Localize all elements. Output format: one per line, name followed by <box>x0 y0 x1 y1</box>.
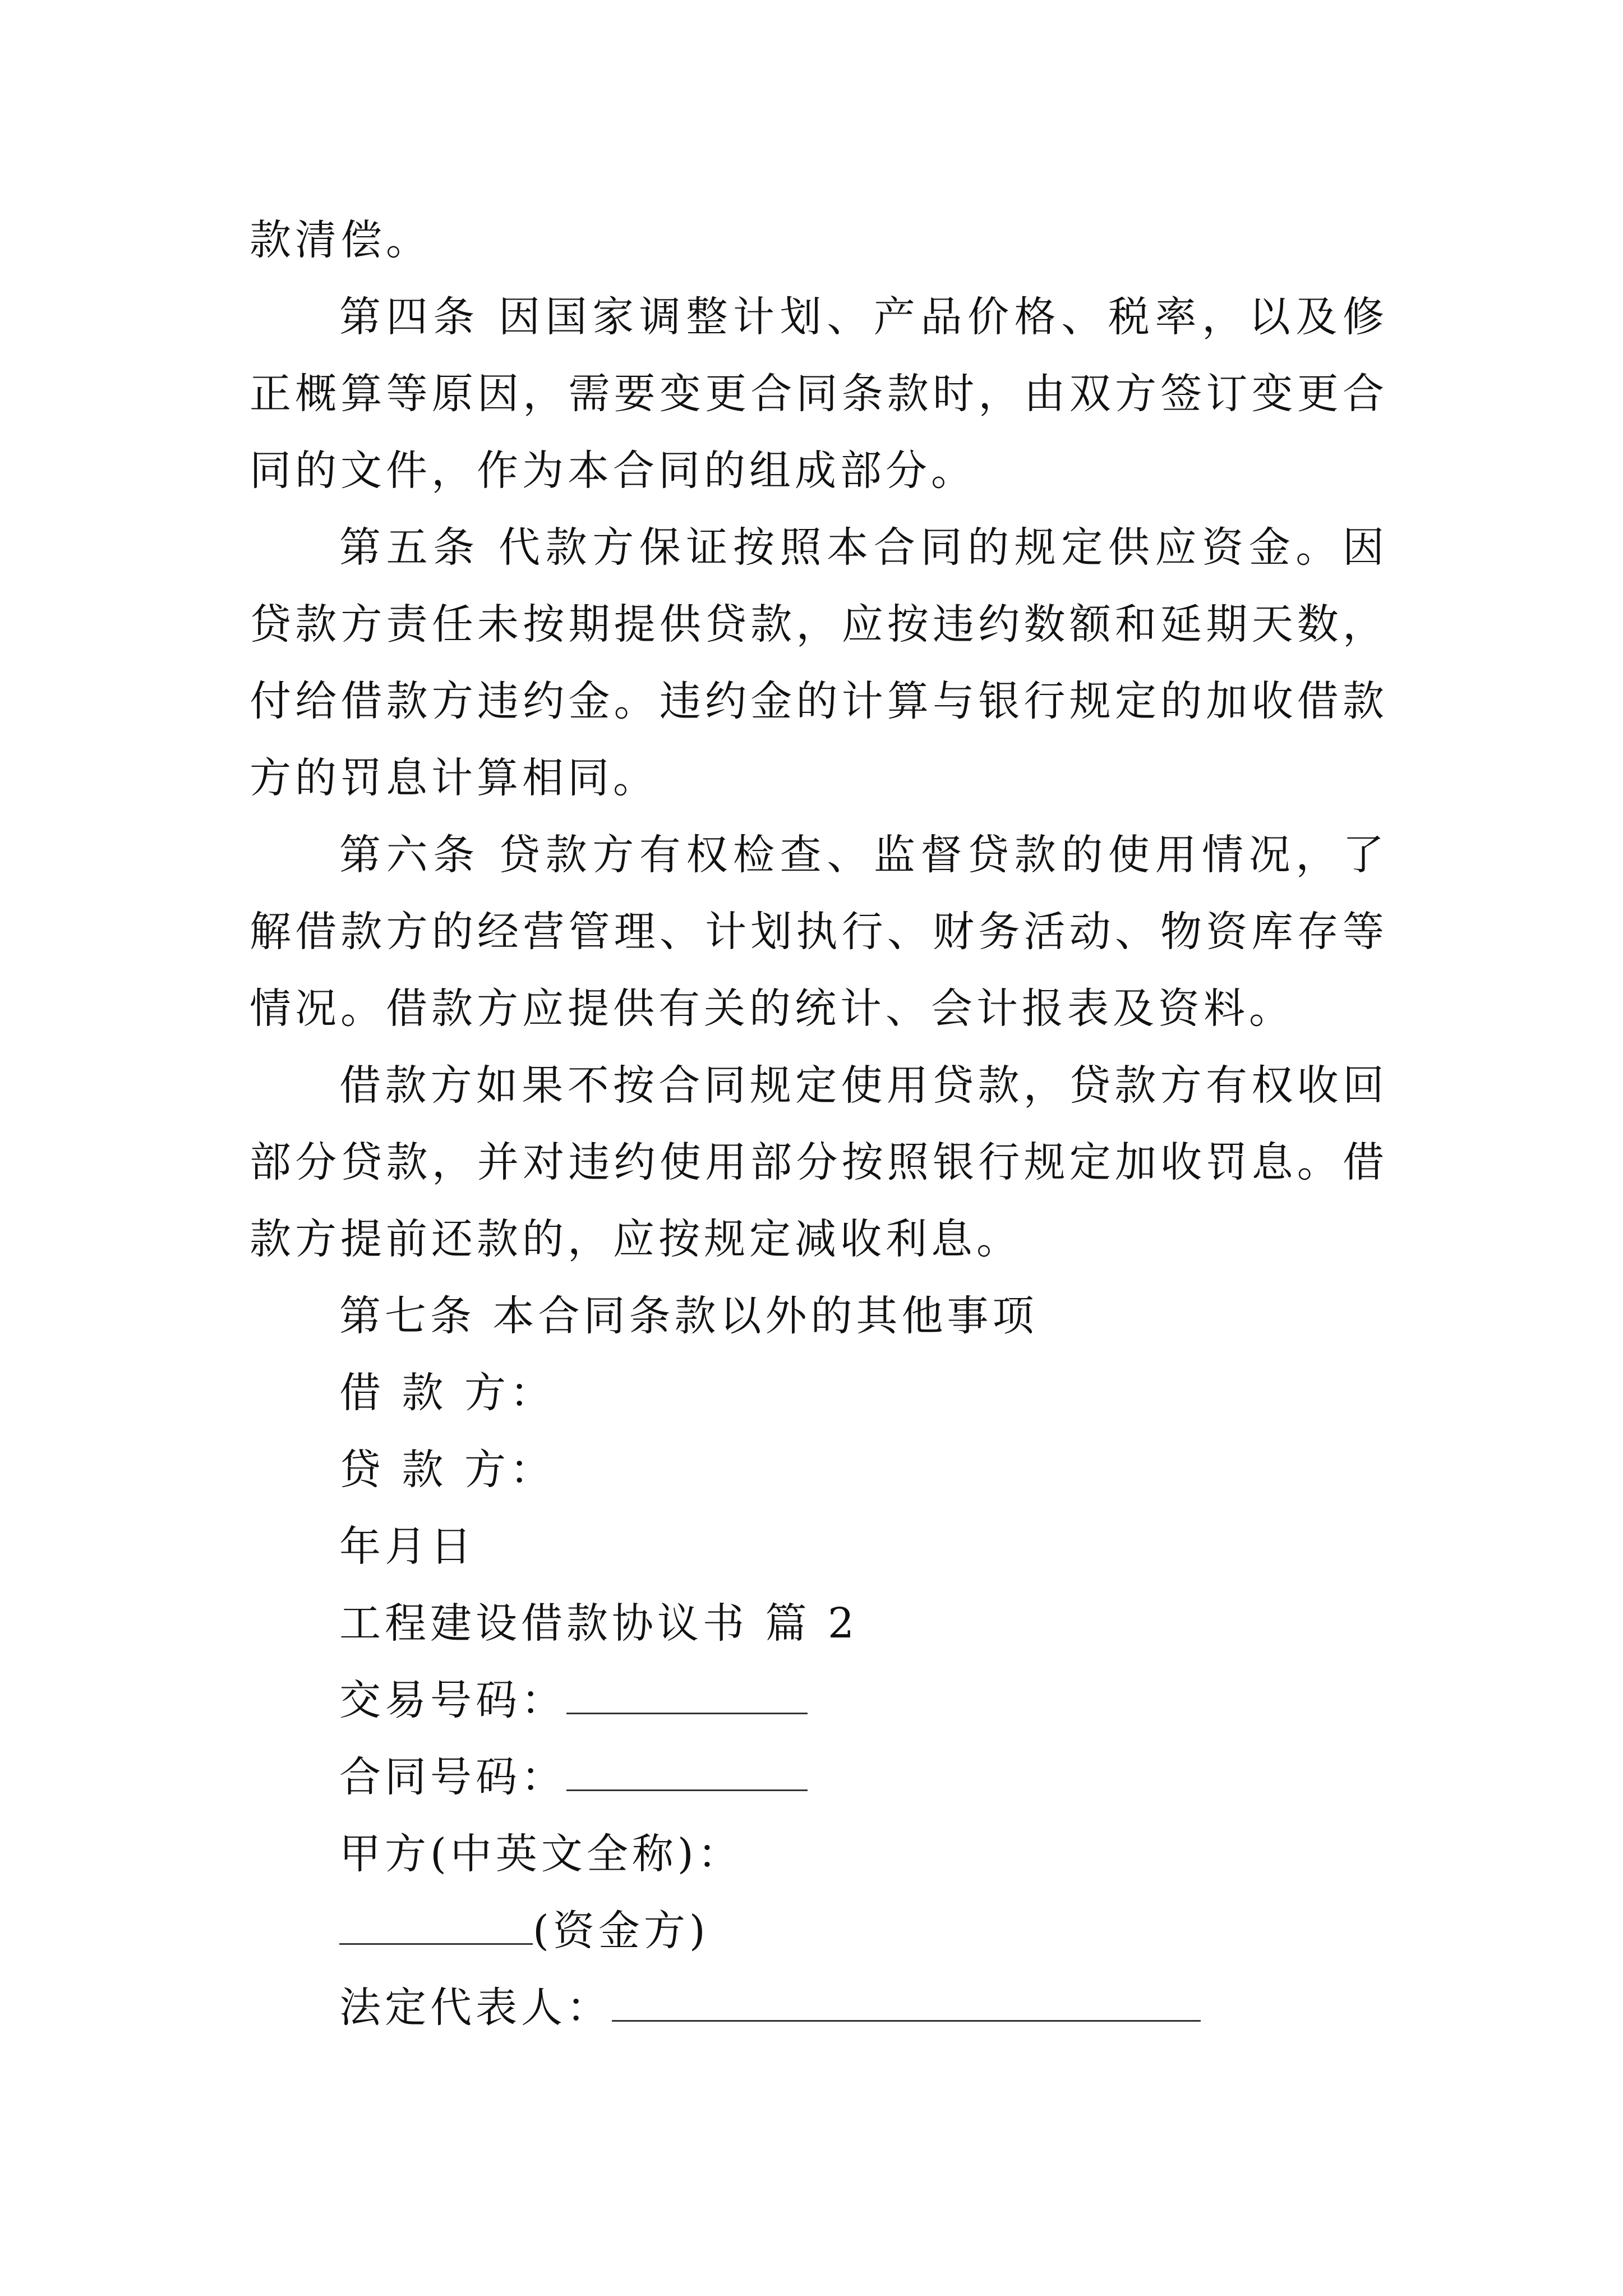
transaction-number-label: 交易号码： <box>339 1676 566 1724</box>
article-5: 第五条 代款方保证按照本合同的规定供应资金。因贷款方责任未按期提供贷款，应按违约数额和延期天数，付给借款方违约金。违约金的计算与银行规定的加收借款方的罚息计算相同。 <box>250 523 1388 802</box>
contract-number-row <box>250 1739 1388 1816</box>
transaction-number-row <box>250 1662 1388 1739</box>
party-a-name-row <box>250 1893 1388 1970</box>
lender-signature-label: 贷 款 方： <box>339 1446 556 1494</box>
article-6-paragraph-2: 借款方如果不按合同规定使用贷款，贷款方有权收回部分贷款，并对违约使用部分按照银行规定加收罚息。借款方提前还款的，应按规定减收利息。 <box>250 1061 1388 1263</box>
article-6: 第六条 贷款方有权检查、监督贷款的使用情况，了解借款方的经营管理、计划执行、财务活动、物资库存等情况。借款方应提供有关的统计、会计报表及资料。 <box>250 831 1388 1033</box>
borrower-signature-label: 借 款 方： <box>339 1369 556 1417</box>
date-line: 年月日 <box>339 1522 476 1571</box>
contract-number-blank <box>566 1756 808 1791</box>
article-4: 第四条 因国家调整计划、产品价格、税率，以及修正概算等原因，需要变更合同条款时，由双方签订变更合同的文件，作为本合同的组成部分。 <box>250 293 1388 495</box>
transaction-number-blank <box>566 1679 808 1714</box>
funding-party-label: (资金方) <box>533 1907 709 1955</box>
legal-representative-blank <box>612 1986 1201 2022</box>
party-a-label: 甲方(中英文全称)： <box>339 1830 743 1878</box>
contract-number-label: 合同号码： <box>339 1753 566 1801</box>
article-7: 第七条 本合同条款以外的其他事项 <box>339 1292 1038 1340</box>
legal-representative-row <box>250 1970 1388 2046</box>
party-a-name-blank <box>339 1910 533 1945</box>
document-body <box>250 202 1388 2046</box>
paragraph-continuation: 款清偿。 <box>250 216 431 264</box>
legal-representative-label: 法定代表人： <box>339 1984 612 2032</box>
section-2-title: 工程建设借款协议书 篇 2 <box>339 1599 859 1648</box>
